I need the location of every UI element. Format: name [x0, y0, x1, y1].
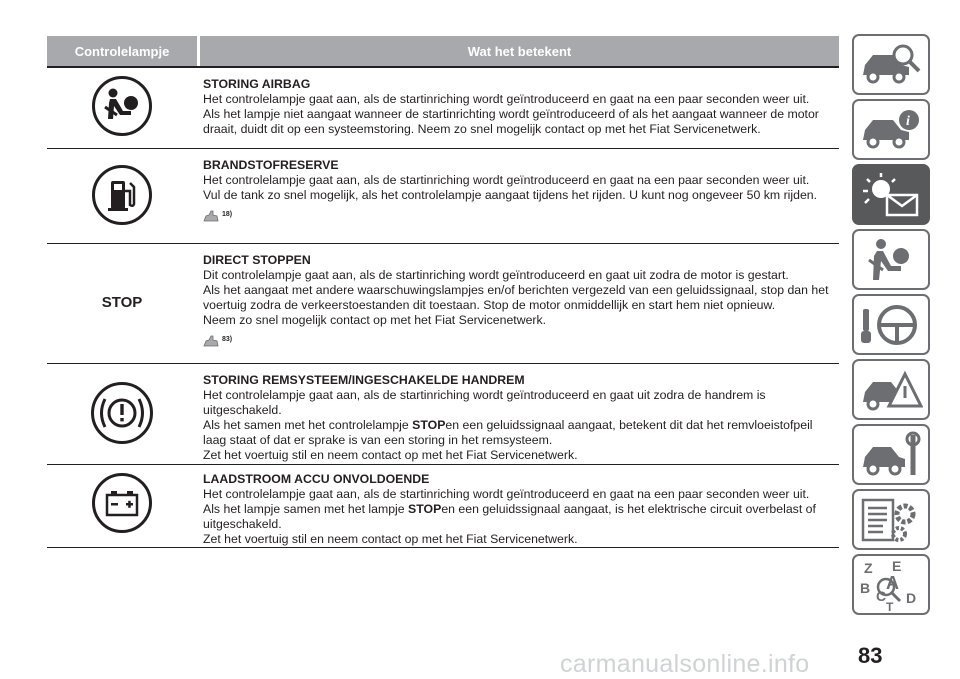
row-title: DIRECT STOPPEN — [203, 253, 311, 267]
description-cell — [197, 244, 839, 363]
table-row — [47, 465, 839, 548]
row-text: Dit controlelampje gaat aan, als de startinriching wordt geïntroduceerd en gaat uit zodra de motor is gestart. — [203, 268, 789, 282]
icon-cell — [47, 244, 197, 363]
watermark: carmanualsonline.info — [560, 650, 810, 678]
description-cell — [197, 149, 839, 243]
row-text: Als het aangaat met andere waarschuwingslampjes en/of berichten vergezeld van een geluidssignaal, stop dan het voertuig zodra de verkeerstoestanden dit toestaan. Stop de motor onmiddellijk en start hem niet opnieuw. — [203, 283, 829, 312]
row-title: STORING AIRBAG — [203, 77, 311, 91]
tab-car-search[interactable] — [852, 34, 930, 95]
tab-car-hazard[interactable] — [852, 359, 930, 420]
airbag-warning-icon — [92, 76, 152, 136]
tab-alphabetical-index[interactable] — [852, 554, 930, 615]
car-wrench-icon — [859, 431, 923, 479]
row-text: Neem zo snel mogelijk contact op met het Fiat Servicenetwerk. — [203, 313, 547, 327]
row-text: Zet het voertuig stil en neem contact op met het Fiat Servicenetwerk. — [203, 532, 578, 546]
table-row — [47, 68, 839, 149]
tab-car-info[interactable] — [852, 99, 930, 160]
tab-seat-airbag[interactable] — [852, 229, 930, 290]
row-text: Het controlelampje gaat aan, als de startinriching wordt geïntroduceerd en gaat uit zodra de handrem is uitgeschakeld. — [203, 388, 766, 417]
battery-icon — [92, 473, 152, 533]
chapter-sidebar — [852, 34, 932, 619]
note-number: 18) — [222, 211, 233, 218]
table-row — [47, 149, 839, 244]
description-cell — [197, 364, 839, 464]
alphabet-index-icon — [858, 557, 924, 613]
row-title: BRANDSTOFRESERVE — [203, 158, 339, 172]
index-letter: E — [892, 557, 902, 574]
index-letter: A — [886, 572, 899, 593]
row-text: Vul de tank zo snel mogelijk, als het controlelampje aangaat tijdens het rijden. U kunt nog ongeveer 50 km rijden. — [203, 188, 818, 202]
note-hand-icon — [203, 210, 219, 222]
row-text: Zet het voertuig stil en neem contact op met het Fiat Servicenetwerk. — [203, 448, 578, 462]
note-reference — [203, 207, 839, 222]
row-text: Het controlelampje gaat aan, als de startinriching wordt geïntroduceerd en gaat na een paar seconden weer uit. — [203, 487, 810, 501]
row-text: Als het samen met het controlelampje STOPen een geluidssignaal aangaat, betekent dit dat het remvloeistofpeil laag staat of dat er sprake is van een storing in het remsysteem. — [203, 418, 813, 447]
header-controlelampje: Controlelampje — [47, 36, 200, 66]
index-letter: T — [886, 599, 894, 613]
warning-light-message-icon — [859, 171, 923, 219]
icon-cell — [47, 364, 197, 464]
fuel-pump-icon — [92, 165, 152, 225]
brake-warning-icon — [91, 382, 153, 444]
header-wat-het-betekent: Wat het betekent — [467, 43, 572, 59]
note-reference — [203, 332, 839, 347]
stop-icon: STOP — [101, 293, 143, 311]
tab-warning-lights[interactable] — [852, 164, 930, 225]
index-letter: D — [906, 589, 917, 606]
tab-specifications[interactable] — [852, 489, 930, 550]
note-number: 83) — [222, 336, 233, 343]
row-title: STORING REMSYSTEEM/INGESCHAKELDE HANDREM — [203, 373, 525, 387]
row-text: Het controlelampje gaat aan, als de startinriching wordt geïntroduceerd en gaat na een paar seconden weer uit. — [203, 92, 810, 106]
car-hazard-icon — [859, 366, 923, 414]
car-info-icon — [859, 108, 923, 152]
steering-wheel-key-icon — [859, 301, 923, 349]
description-cell — [197, 68, 839, 148]
tab-steering-key[interactable] — [852, 294, 930, 355]
page-number: 83 — [858, 643, 883, 668]
row-text: Als het lampje samen met het lampje STOPen een geluidssignaal aangaat, is het elektrische circuit overbelast of uitgeschakeld. — [203, 502, 816, 531]
specs-gear-icon — [859, 496, 923, 544]
icon-cell — [47, 68, 197, 148]
note-hand-icon — [203, 335, 219, 347]
table-header — [47, 36, 839, 68]
tab-car-service[interactable] — [852, 424, 930, 485]
svg-text:i: i — [906, 113, 910, 129]
car-search-icon — [859, 43, 923, 87]
table-row — [47, 364, 839, 465]
icon-cell — [47, 149, 197, 243]
table-row — [47, 244, 839, 364]
row-text: Als het lampje niet aangaat wanneer de startinrichting wordt geïntroduceerd of als het aangaat wanneer de motor draait, duidt dit op een systeemstoring. Neem zo snel mogelijk contact op met het Fiat Servicenetwerk. — [203, 107, 819, 136]
index-letter: B — [860, 579, 871, 596]
seat-airbag-icon — [861, 236, 921, 284]
index-letter: Z — [864, 559, 873, 576]
icon-cell — [47, 465, 197, 547]
row-title: LAADSTROOM ACCU ONVOLDOENDE — [203, 472, 430, 486]
row-text: Het controlelampje gaat aan, als de startinriching wordt geïntroduceerd en gaat na een paar seconden weer uit. — [203, 173, 810, 187]
index-letter: C — [876, 587, 887, 604]
warning-lights-table — [47, 36, 839, 548]
description-cell — [197, 465, 839, 547]
